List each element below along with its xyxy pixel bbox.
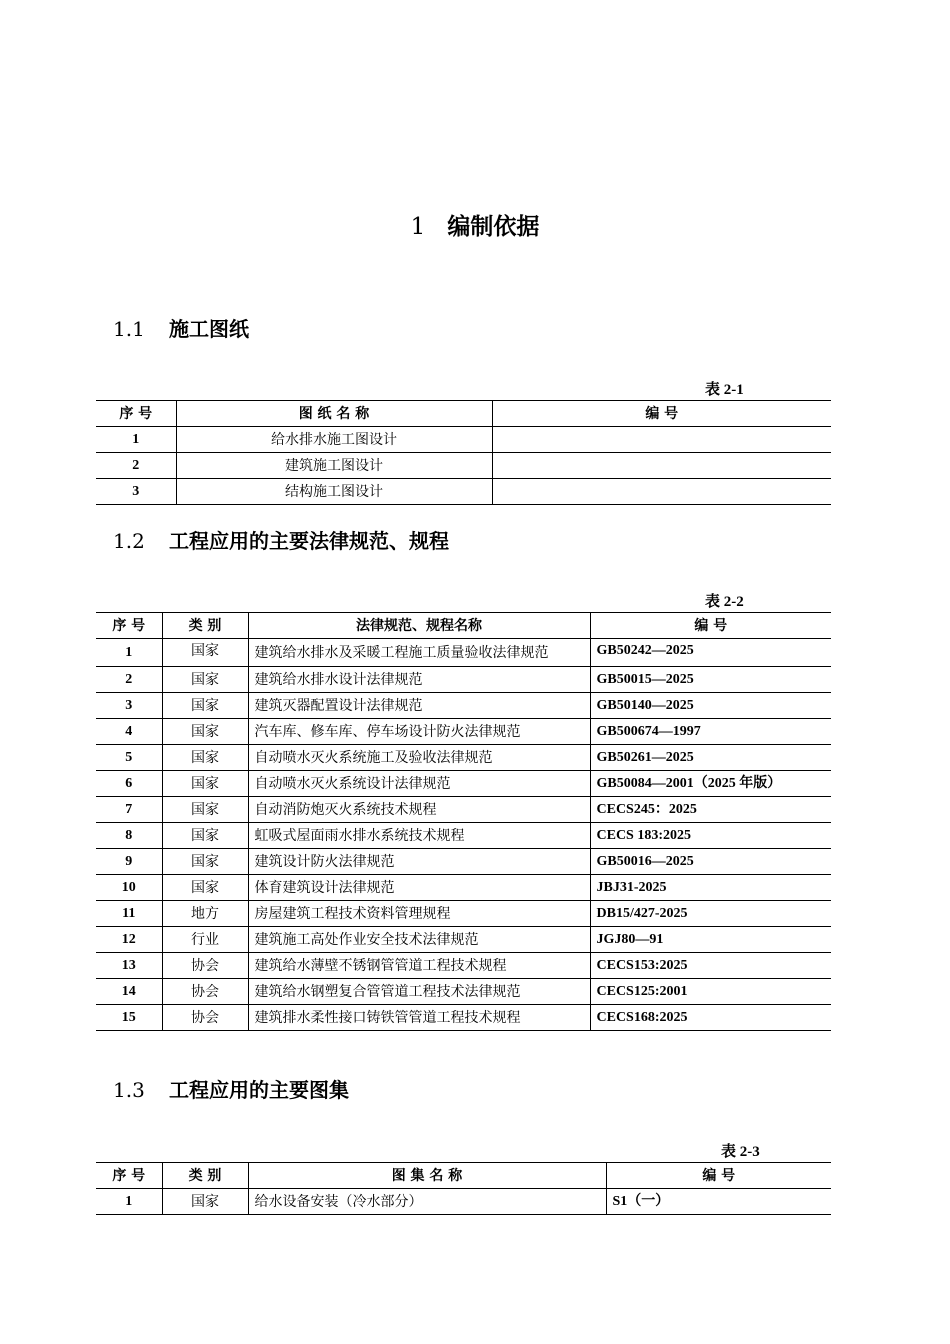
row-name: 建筑施工图设计 bbox=[176, 453, 492, 479]
row-category: 国家 bbox=[162, 693, 248, 719]
table-header-row bbox=[96, 613, 831, 639]
row-code: GB500674—1997 bbox=[590, 719, 831, 745]
row-name: 给水设备安装（冷水部分） bbox=[248, 1189, 606, 1215]
row-category: 国家 bbox=[162, 875, 248, 901]
row-category: 国家 bbox=[162, 797, 248, 823]
row-category: 国家 bbox=[162, 823, 248, 849]
row-category: 国家 bbox=[162, 771, 248, 797]
table-row bbox=[96, 927, 831, 953]
row-code: JGJ80—91 bbox=[590, 927, 831, 953]
row-code: GB50242—2025 bbox=[590, 639, 831, 667]
row-code bbox=[492, 427, 831, 453]
section-title: 工程应用的主要图集 bbox=[169, 1078, 349, 1102]
section-heading-1-1 bbox=[113, 313, 249, 342]
col-header-category: 类 别 bbox=[162, 613, 248, 639]
table-row bbox=[96, 979, 831, 1005]
row-name: 体育建筑设计法律规范 bbox=[248, 875, 590, 901]
table-row bbox=[96, 901, 831, 927]
table-row bbox=[96, 797, 831, 823]
row-code: S1（一） bbox=[606, 1189, 831, 1215]
row-index: 2 bbox=[125, 671, 133, 687]
row-code: GB50015—2025 bbox=[590, 667, 831, 693]
row-index: 2 bbox=[132, 457, 140, 473]
chapter-title: 编制依据 bbox=[447, 213, 540, 240]
row-code bbox=[492, 453, 831, 479]
row-name: 建筑灭器配置设计法律规范 bbox=[248, 693, 590, 719]
col-header-index: 序 号 bbox=[112, 1167, 146, 1184]
table-row bbox=[96, 875, 831, 901]
table-caption-2-1: 表 2-1 bbox=[705, 382, 744, 398]
row-name: 建筑设计防火法律规范 bbox=[248, 849, 590, 875]
row-index: 15 bbox=[121, 1009, 136, 1025]
row-index: 9 bbox=[125, 853, 133, 869]
row-index: 1 bbox=[125, 1193, 133, 1209]
table-caption-2-2: 表 2-2 bbox=[705, 594, 744, 610]
row-index: 1 bbox=[125, 644, 133, 660]
table-row bbox=[96, 1189, 831, 1215]
row-code: GB50016—2025 bbox=[590, 849, 831, 875]
row-name: 建筑给水钢塑复合管管道工程技术法律规范 bbox=[248, 979, 590, 1005]
section-title: 施工图纸 bbox=[169, 317, 249, 341]
row-name: 自动喷水灭火系统施工及验收法律规范 bbox=[248, 745, 590, 771]
row-code: CECS168:2025 bbox=[590, 1005, 831, 1031]
col-header-code: 编 号 bbox=[606, 1163, 831, 1189]
standards-table bbox=[96, 612, 831, 1031]
col-header-name: 图 纸 名 称 bbox=[176, 401, 492, 427]
row-code bbox=[492, 479, 831, 505]
col-header-code: 编 号 bbox=[492, 401, 831, 427]
row-code: CECS 183:2025 bbox=[590, 823, 831, 849]
row-index: 5 bbox=[125, 749, 133, 765]
row-index: 4 bbox=[125, 723, 133, 739]
section-number: 1.1 bbox=[113, 317, 145, 341]
table-row bbox=[96, 479, 831, 505]
row-category: 地方 bbox=[162, 901, 248, 927]
row-category: 协会 bbox=[162, 953, 248, 979]
row-category: 国家 bbox=[162, 849, 248, 875]
table-row bbox=[96, 693, 831, 719]
section-heading-1-3 bbox=[113, 1074, 349, 1103]
row-category: 协会 bbox=[162, 1005, 248, 1031]
section-heading-1-2 bbox=[113, 525, 449, 554]
col-header-category: 类 别 bbox=[162, 1163, 248, 1189]
row-index: 8 bbox=[125, 827, 133, 843]
row-index: 10 bbox=[121, 879, 136, 895]
row-name: 自动消防炮灭火系统技术规程 bbox=[248, 797, 590, 823]
row-index: 6 bbox=[125, 775, 133, 791]
row-name: 结构施工图设计 bbox=[176, 479, 492, 505]
drawings-table bbox=[96, 400, 831, 505]
row-index: 3 bbox=[132, 483, 140, 499]
col-header-index: 序 号 bbox=[112, 617, 146, 634]
row-code: GB50084—2001（2025 年版） bbox=[590, 771, 831, 797]
row-code: CECS245：2025 bbox=[590, 797, 831, 823]
row-name: 建筑给水排水及采暖工程施工质量验收法律规范 bbox=[248, 639, 590, 667]
row-name: 建筑排水柔性接口铸铁管管道工程技术规程 bbox=[248, 1005, 590, 1031]
row-category: 行业 bbox=[162, 927, 248, 953]
row-code: CECS125:2001 bbox=[590, 979, 831, 1005]
col-header-name: 图 集 名 称 bbox=[248, 1163, 606, 1189]
table-row bbox=[96, 849, 831, 875]
section-number: 1.2 bbox=[113, 529, 145, 553]
col-header-name: 法律规范、规程名称 bbox=[248, 613, 590, 639]
row-code: DB15/427-2025 bbox=[590, 901, 831, 927]
row-name: 给水排水施工图设计 bbox=[176, 427, 492, 453]
row-name: 房屋建筑工程技术资料管理规程 bbox=[248, 901, 590, 927]
table-row bbox=[96, 745, 831, 771]
table-row bbox=[96, 1005, 831, 1031]
row-index: 14 bbox=[121, 983, 136, 999]
table-row bbox=[96, 667, 831, 693]
chapter-heading bbox=[0, 208, 950, 241]
table-header-row bbox=[96, 1163, 831, 1189]
row-index: 3 bbox=[125, 697, 133, 713]
section-title: 工程应用的主要法律规范、规程 bbox=[169, 529, 449, 553]
table-row bbox=[96, 453, 831, 479]
row-name: 自动喷水灭火系统设计法律规范 bbox=[248, 771, 590, 797]
row-index: 13 bbox=[121, 957, 136, 973]
row-name: 建筑给水排水设计法律规范 bbox=[248, 667, 590, 693]
row-index: 7 bbox=[125, 801, 133, 817]
row-category: 国家 bbox=[162, 667, 248, 693]
table-row bbox=[96, 771, 831, 797]
table-row bbox=[96, 639, 831, 667]
row-category: 国家 bbox=[162, 745, 248, 771]
row-category: 国家 bbox=[162, 1189, 248, 1215]
row-name: 汽车库、修车库、停车场设计防火法律规范 bbox=[248, 719, 590, 745]
table-caption-2-3: 表 2-3 bbox=[721, 1144, 760, 1160]
table-row bbox=[96, 427, 831, 453]
col-header-code: 编 号 bbox=[590, 613, 831, 639]
row-category: 协会 bbox=[162, 979, 248, 1005]
table-row bbox=[96, 953, 831, 979]
row-code: JBJ31-2025 bbox=[590, 875, 831, 901]
chapter-number: 1 bbox=[410, 214, 426, 240]
row-index: 12 bbox=[121, 931, 136, 947]
row-index: 1 bbox=[132, 431, 140, 447]
section-number: 1.3 bbox=[113, 1078, 145, 1102]
table-header-row bbox=[96, 401, 831, 427]
col-header-index: 序 号 bbox=[119, 405, 153, 422]
row-code: CECS153:2025 bbox=[590, 953, 831, 979]
row-name: 虹吸式屋面雨水排水系统技术规程 bbox=[248, 823, 590, 849]
row-code: GB50261—2025 bbox=[590, 745, 831, 771]
table-row bbox=[96, 823, 831, 849]
row-code: GB50140—2025 bbox=[590, 693, 831, 719]
row-category: 国家 bbox=[162, 719, 248, 745]
row-index: 11 bbox=[122, 905, 136, 921]
atlas-table bbox=[96, 1162, 831, 1215]
row-name: 建筑施工高处作业安全技术法律规范 bbox=[248, 927, 590, 953]
table-row bbox=[96, 719, 831, 745]
row-category: 国家 bbox=[162, 639, 248, 667]
row-name: 建筑给水薄壁不锈钢管管道工程技术规程 bbox=[248, 953, 590, 979]
